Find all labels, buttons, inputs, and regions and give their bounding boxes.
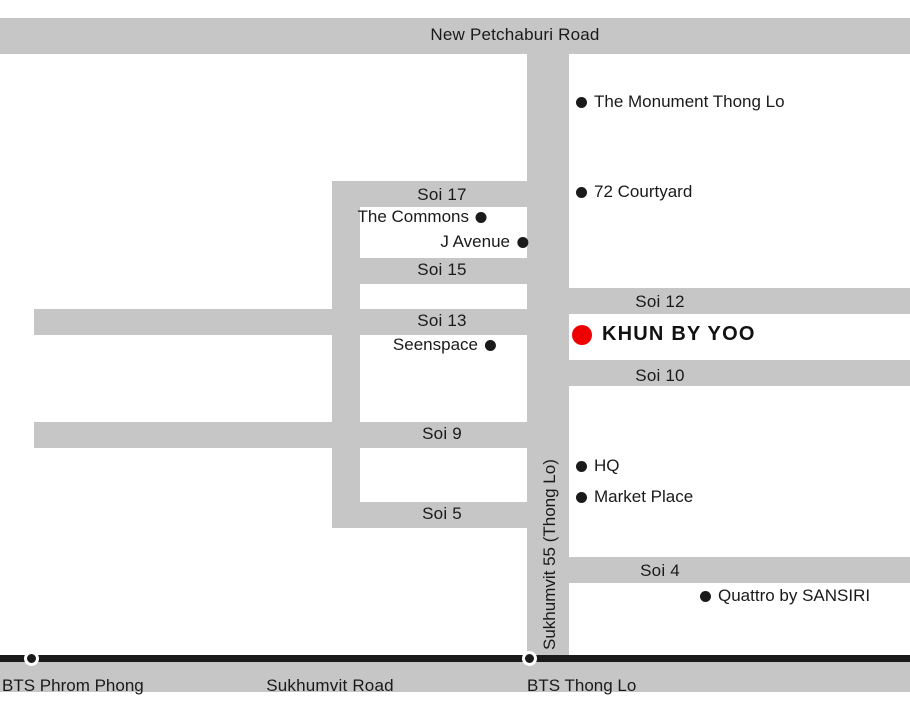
bts-sukhumvit-line [0, 655, 910, 662]
road-label-soi-9: Soi 9 [422, 424, 462, 443]
road-west-arterial-lower [34, 422, 334, 448]
bts-station-phrom-phong-marker[interactable] [24, 651, 39, 666]
poi-label: The Monument Thong Lo [594, 92, 785, 111]
poi-label: The Commons [357, 207, 469, 226]
poi-the-commons[interactable] [358, 207, 487, 227]
bts-station-thong-lo-marker[interactable] [522, 651, 537, 666]
poi-market-place[interactable] [576, 487, 693, 507]
road-label-sukhumvit: Sukhumvit Road [266, 676, 394, 695]
road-west-arterial-upper [34, 309, 334, 335]
poi-j-avenue[interactable] [440, 232, 528, 252]
poi-label: J Avenue [440, 232, 510, 251]
road-label-soi-4: Soi 4 [640, 561, 680, 580]
map-pin-icon [576, 461, 587, 472]
highlight-map-pin-icon [572, 325, 592, 345]
road-label-sukhumvit-55: Sukhumvit 55 (Thong Lo) [540, 459, 559, 650]
poi-khun-by-yoo[interactable] [572, 323, 756, 346]
road-west-feeder-vertical [332, 181, 360, 528]
road-soi-10 [569, 360, 910, 386]
bts-station-thong-lo-label: BTS Thong Lo [527, 676, 637, 695]
poi-label: Seenspace [392, 335, 478, 354]
bts-station-phrom-phong-label: BTS Phrom Phong [2, 676, 144, 695]
poi-label: Market Place [594, 487, 694, 506]
map-pin-icon [576, 492, 587, 503]
map-pin-icon [476, 212, 487, 223]
road-label-soi-13: Soi 13 [417, 311, 467, 330]
poi-seenspace[interactable] [393, 335, 496, 355]
road-label-soi-15: Soi 15 [417, 260, 467, 279]
road-label-soi-17: Soi 17 [417, 185, 467, 204]
highlight-label: KHUN BY YOO [602, 323, 756, 345]
road-label-soi-5: Soi 5 [422, 504, 462, 523]
poi-hq[interactable] [576, 456, 620, 476]
map-pin-icon [700, 591, 711, 602]
poi-label: 72 Courtyard [594, 182, 693, 201]
poi-quattro-by-sansiri[interactable] [700, 586, 870, 606]
map-pin-icon [576, 187, 587, 198]
map-pin-icon [576, 97, 587, 108]
poi-label: HQ [594, 456, 620, 475]
road-label-new-petchaburi: New Petchaburi Road [430, 25, 600, 44]
poi-72-courtyard[interactable] [576, 182, 692, 202]
poi-label: Quattro by SANSIRI [718, 586, 871, 605]
poi-the-monument-thong-lo[interactable] [576, 92, 785, 112]
road-soi-4 [569, 557, 910, 583]
road-label-soi-12: Soi 12 [635, 292, 685, 311]
map-pin-icon [517, 237, 528, 248]
road-soi-12 [569, 288, 910, 314]
road-label-soi-10: Soi 10 [635, 366, 685, 385]
map-pin-icon [485, 340, 496, 351]
